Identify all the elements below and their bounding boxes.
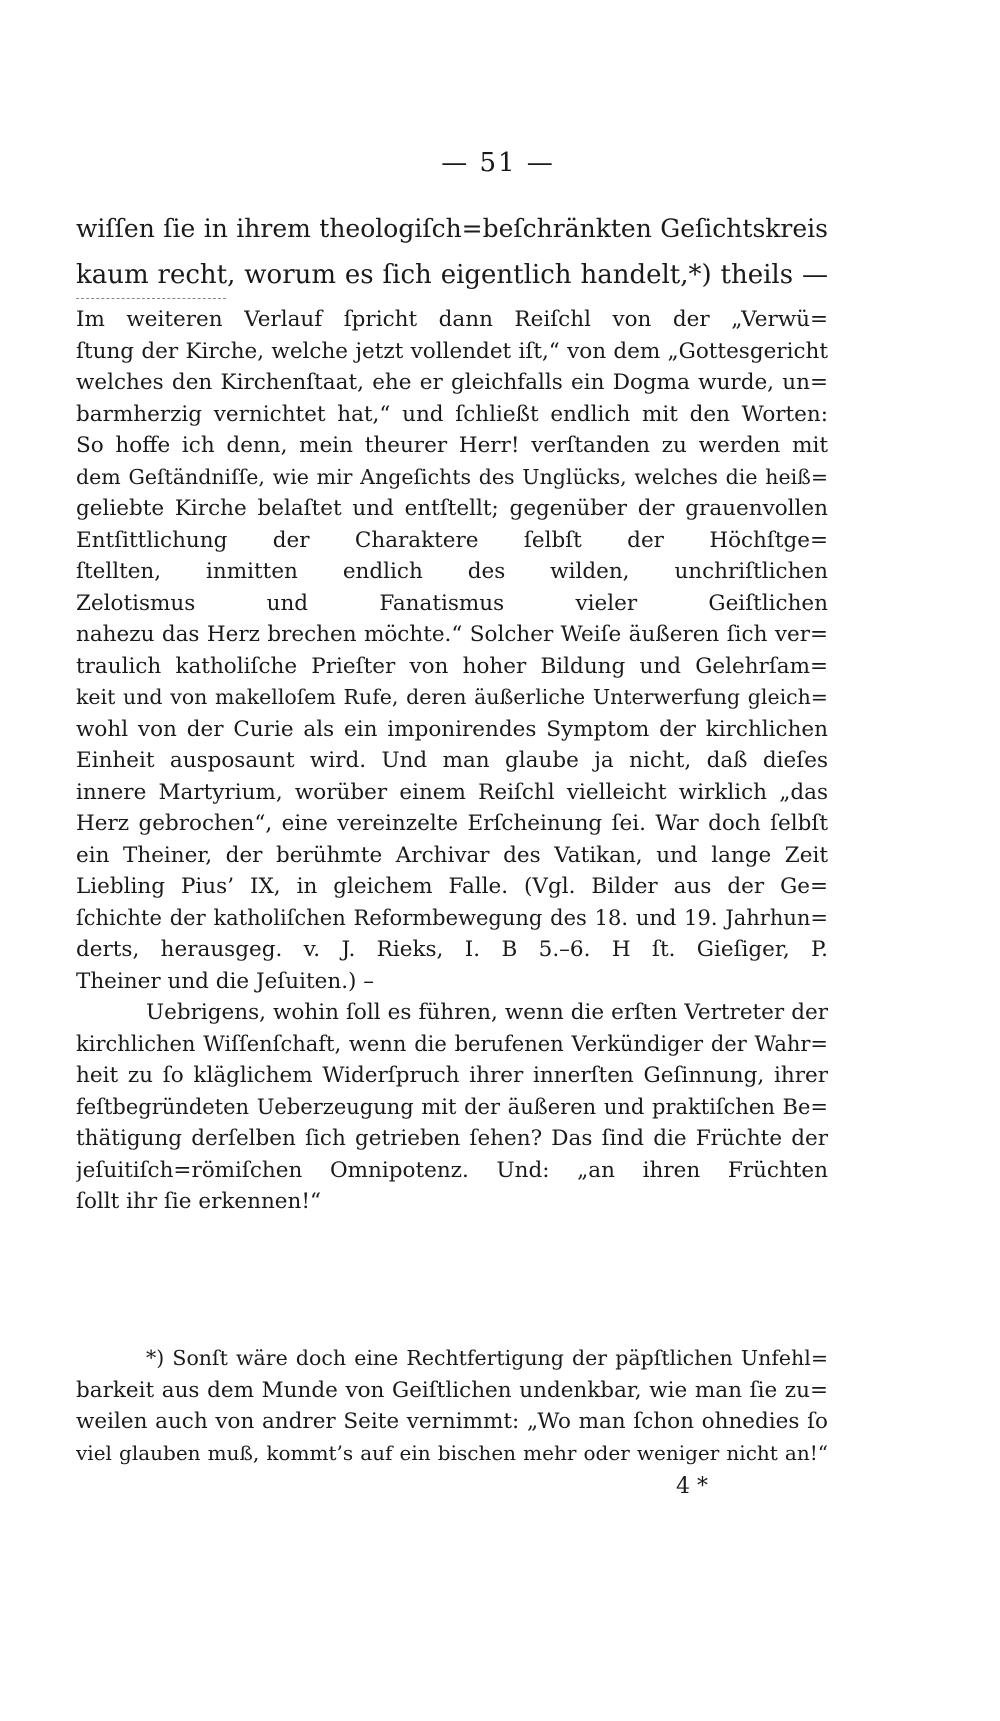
text-line: ſchichte der katholiſchen Reformbewegung des 18. und 19. Jahrhun= — [76, 905, 828, 930]
text-line: derts, herausgeg. v. J. Rieks, I. B 5.–6. H ſt. Gieſiger, P. — [76, 937, 828, 962]
text-line: feſtbegründeten Ueberzeugung mit der äußeren und praktiſchen Be= — [76, 1094, 828, 1119]
text-line: heit zu ſo kläglichem Widerſpruch ihrer innerſten Geſinnung, ihrer — [76, 1063, 828, 1088]
carryover-line: kaum recht, worum es ſich eigentlich handelt,*) theils — — [76, 260, 828, 290]
footnote-line: weilen auch von andrer Seite vernimmt: „Wo man ſchon ohnedies ſo — [76, 1409, 828, 1434]
text-line: ſollt ihr ſie erkennen!“ — [76, 1189, 322, 1214]
footnote-line: *) Sonſt wäre doch eine Rechtfertigung der päpſtlichen Unfehl= — [146, 1346, 828, 1370]
text-line: barmherzig vernichtet hat,“ und ſchließt endlich mit den Worten: — [76, 401, 828, 427]
carryover-line: wiſſen ſie in ihrem theologiſch=beſchränkten Geſichtskreis — [76, 214, 828, 243]
paragraph-1 — [76, 304, 828, 1218]
text-line: Im weiteren Verlauf ſpricht dann Reiſchl von der „Verwü= — [76, 307, 828, 332]
text-line: Einheit ausposaunt wird. Und man glaube ja nicht, daß dieſes — [76, 748, 828, 773]
text-line: Theiner und die Jeſuiten.) – — [76, 968, 374, 994]
text-line: dem Geſtändniſſe, wie mir Angeſichts des Unglücks, welches die heiß= — [76, 464, 828, 489]
text-line: keit und von makelloſem Rufe, deren äußerliche Unterwerfung gleich= — [76, 685, 828, 709]
section-rule — [76, 298, 226, 299]
footnote-line: viel glauben muß, kommt’s auf ein bischen mehr oder weniger nicht an!“ — [76, 1440, 828, 1465]
text-line: ſtellten, inmitten endlich des wilden, unchriſtlichen — [76, 559, 828, 584]
footnote-line: barkeit aus dem Munde von Geiſtlichen undenkbar, wie man ſie zu= — [76, 1377, 828, 1403]
text-line: Zelotismus und Fanatismus vieler Geiſtlichen — [76, 590, 828, 616]
signature-mark: 4 * — [676, 1474, 708, 1499]
text-line: nahezu das Herz brechen möchte.“ Solcher Weiſe äußeren ſich ver= — [76, 622, 828, 647]
text-line: ein Theiner, der berühmte Archivar des Vatikan, und lange Zeit — [76, 842, 828, 868]
text-line: kirchlichen Wiſſenſchaft, wenn die berufenen Verkündiger der Wahr= — [76, 1031, 828, 1056]
text-line: innere Martyrium, worüber einem Reiſchl vielleicht wirklich „das — [76, 779, 828, 805]
text-line: Entſittlichung der Charaktere ſelbſt der Höchſtge= — [76, 527, 828, 553]
text-line: jeſuitiſch=römiſchen Omnipotenz. Und: „an ihren Früchten — [76, 1157, 828, 1183]
text-line: So hoffe ich denn, mein theurer Herr! verſtanden zu werden mit — [76, 433, 828, 458]
carryover-text — [76, 206, 828, 298]
text-line: ſtung der Kirche, welche jetzt vollendet iſt,“ von dem „Gottesgericht — [76, 338, 828, 364]
text-line: traulich katholiſche Prieſter von hoher Bildung und Gelehrſam= — [76, 653, 828, 679]
text-line: thätigung derſelben ſich getrieben ſehen? Das ſind die Früchte der — [76, 1126, 828, 1151]
text-line: welches den Kirchenſtaat, ehe er gleichfalls ein Dogma wurde, un= — [76, 370, 828, 395]
text-line: geliebte Kirche belaſtet und entſtellt; gegenüber der grauenvollen — [76, 496, 828, 521]
text-line: wohl von der Curie als ein imponirendes Symptom der kirchlichen — [76, 716, 828, 742]
page-number: — 51 — — [441, 148, 555, 178]
text-line: Liebling Pius’ IX, in gleichem Falle. (Vgl. Bilder aus der Ge= — [76, 874, 828, 899]
footnote — [76, 1343, 828, 1469]
text-line: Uebrigens, wohin ſoll es führen, wenn die erſten Vertreter der — [146, 1000, 828, 1025]
text-line: Herz gebrochen“, eine vereinzelte Erſcheinung ſei. War doch ſelbſt — [76, 811, 828, 836]
book-page — [76, 0, 828, 1721]
